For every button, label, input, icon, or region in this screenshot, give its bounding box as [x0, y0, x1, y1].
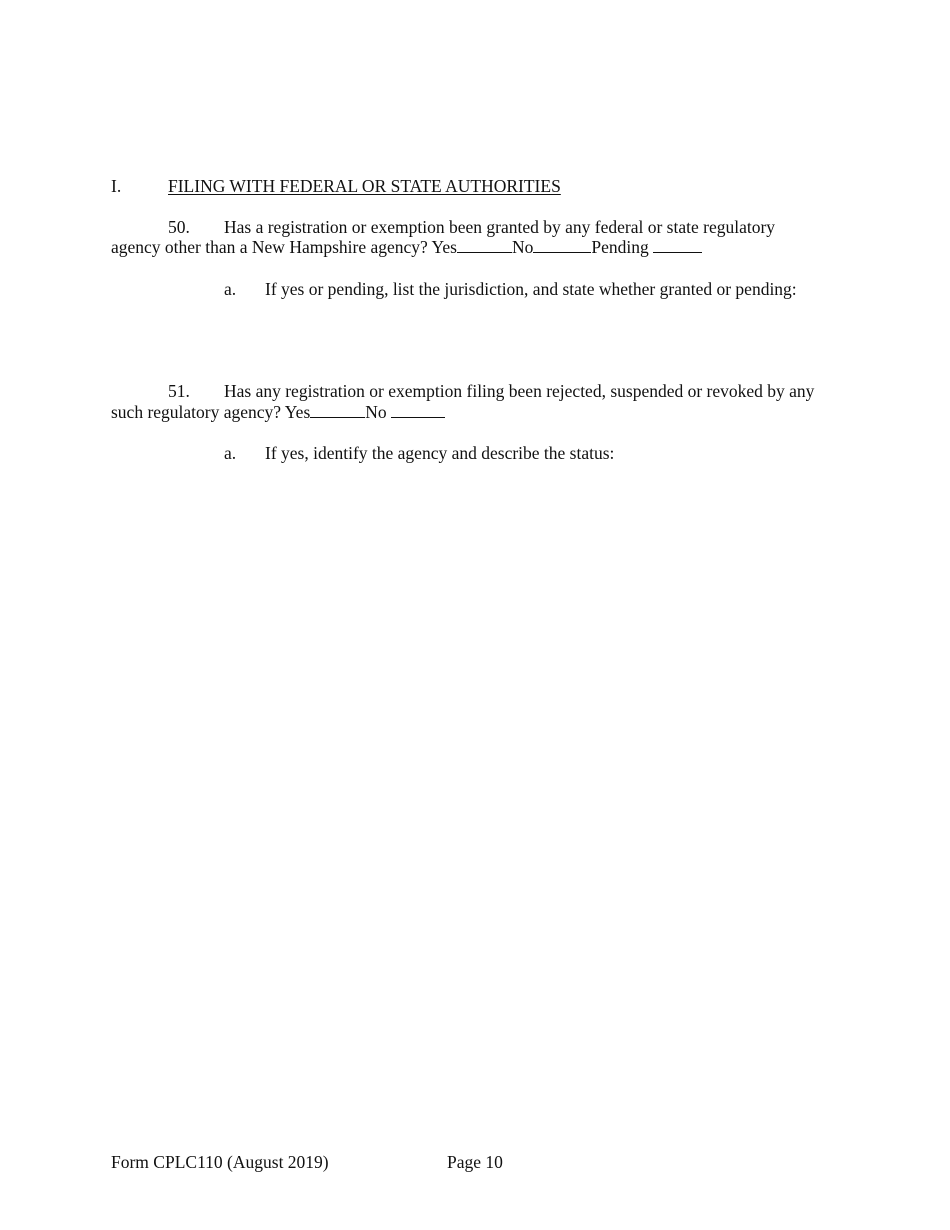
q50-pending-blank[interactable] [653, 238, 702, 253]
q51-no-blank[interactable] [391, 403, 445, 418]
question-51-line2 [111, 402, 445, 423]
q50-pending-label: Pending [591, 237, 649, 257]
question-50-number: 50. [168, 217, 190, 237]
q50-no-blank[interactable] [533, 238, 591, 253]
q51-yes-blank[interactable] [310, 403, 365, 418]
section-letter: I. [111, 176, 122, 196]
question-51a-letter: a. [224, 443, 237, 463]
question-50a-letter: a. [224, 279, 237, 299]
section-title: FILING WITH FEDERAL OR STATE AUTHORITIES [168, 176, 561, 196]
q51-no-label: No [365, 402, 387, 422]
footer-form-id: Form CPLC110 (August 2019) [111, 1152, 329, 1172]
question-51a-text: If yes, identify the agency and describe the status: [265, 443, 615, 463]
question-50-line2 [111, 237, 702, 258]
question-51-line1: Has any registration or exemption filing been rejected, suspended or revoked by any [224, 381, 815, 401]
q50-yes-blank[interactable] [457, 238, 512, 253]
question-51-line2-prefix: such regulatory agency? Yes [111, 402, 311, 422]
question-50-line1: Has a registration or exemption been granted by any federal or state regulatory [224, 217, 776, 237]
question-51-number: 51. [168, 381, 190, 401]
question-50-line2-prefix: agency other than a New Hampshire agency? Yes [111, 237, 457, 257]
question-50a-text: If yes or pending, list the jurisdiction, and state whether granted or pending: [265, 279, 797, 299]
footer-page-number: Page 10 [447, 1152, 503, 1172]
q50-no-label: No [512, 237, 534, 257]
